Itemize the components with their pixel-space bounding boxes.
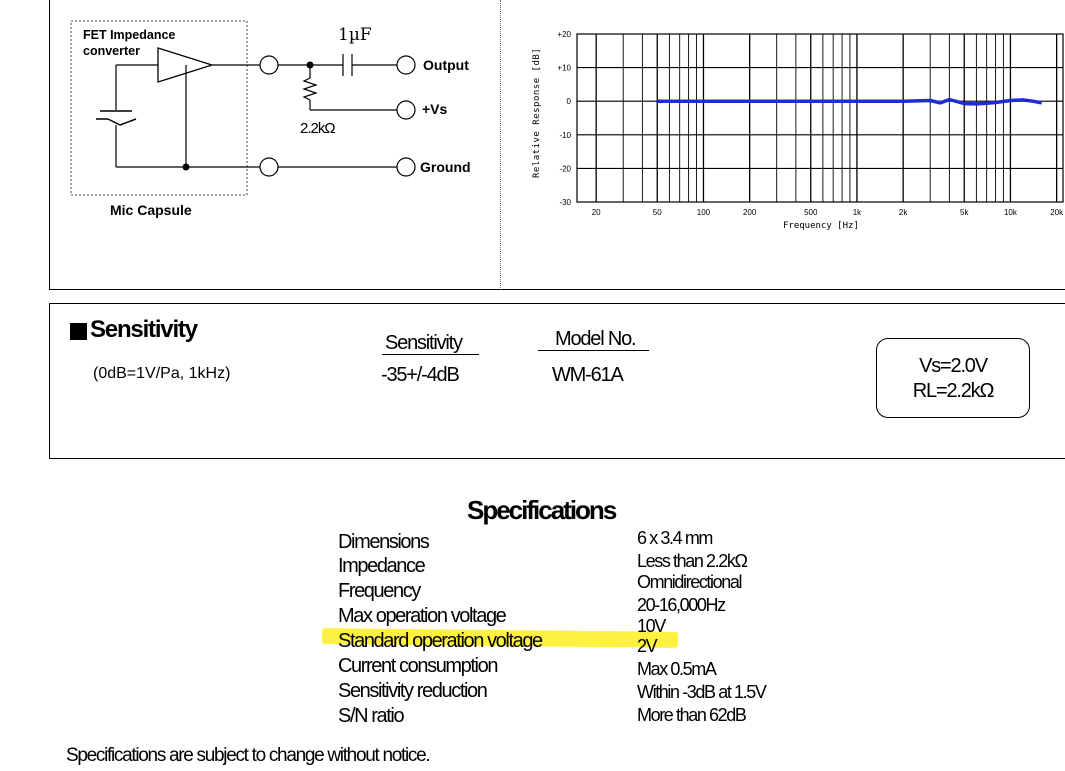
sensitivity-condition: (0dB=1V/Pa, 1kHz) [93,365,231,382]
x-tick-label: 100 [696,208,711,217]
spec-value: 2V [637,636,657,656]
resistor-symbol [304,78,316,100]
x-tick-label: 200 [742,208,757,217]
model-col-header: Model No. [555,328,636,350]
x-tick-label: 50 [652,208,662,217]
resistor-label: 2.2kΩ [300,120,335,137]
sensitivity-bullet [70,323,87,340]
x-tick-label: 500 [804,208,818,217]
y-tick-label: -30 [559,198,571,207]
spec-label: Dimensions [338,531,429,553]
chart-grid [577,34,1063,202]
capsule-label: Mic Capsule [110,202,192,218]
spec-label: Impedance [338,555,425,577]
x-tick-label: 20 [591,208,601,217]
terminal-capsule-out [260,56,278,74]
x-tick-label: 5k [960,208,969,217]
model-value: WM-61A [552,364,623,386]
output-label: Output [423,57,469,73]
ground-label: Ground [420,159,471,175]
terminal-output [397,56,415,74]
spec-value: 6 x 3.4 mm [637,528,713,548]
fet-label-line2: converter [83,44,140,58]
chart-xlabel: Frequency [Hz] [783,221,859,231]
spec-value: More than 62dB [637,705,746,725]
chart-frame [577,34,1063,202]
spec-value: Max 0.5mA [637,659,716,679]
specs-footnote: Specifications are subject to change without notice. [66,745,430,766]
terminal-vs [397,101,415,119]
chart-ylabel: Relative Response [dB] [532,47,542,178]
spec-value: 10V [637,616,665,636]
sensitivity-col-underline [382,354,479,355]
spec-label: S/N ratio [338,705,404,727]
capacitor-label: 1µF [338,25,372,45]
spec-value: Omnidirectional [637,572,742,592]
specs-title: Specifications [467,495,616,525]
amplifier-symbol [158,48,212,82]
x-tick-label: 1k [852,208,862,217]
spec-label: Standard operation voltage [338,630,542,652]
x-tick-label: 20k [1050,208,1064,217]
conditions-line2: RL=2.2kΩ [912,380,994,402]
vs-label: +Vs [422,101,448,117]
terminal-capsule-gnd [260,158,278,176]
fet-label-line1: FET Impedance [83,28,176,42]
panel-divider [500,0,501,290]
y-tick-label: -20 [559,164,571,174]
spec-value: Within -3dB at 1.5V [637,682,766,702]
spec-label: Current consumption [338,655,498,677]
spec-value: Less than 2.2kΩ [637,551,747,571]
model-col-underline [538,350,649,351]
conditions-line1: Vs=2.0V [919,355,987,377]
conditions-box [876,338,1030,418]
y-tick-label: +10 [557,63,571,73]
sensitivity-value: -35+/-4dB [381,364,459,386]
x-tick-label: 10k [1003,208,1017,217]
spec-label: Max operation voltage [338,605,506,627]
x-tick-label: 2k [898,208,908,217]
spec-value: 20-16,000Hz [637,595,725,615]
frequency-response-chart [525,26,1065,236]
circuit-diagram [60,10,490,230]
spec-label: Frequency [338,580,420,602]
sensitivity-title: Sensitivity [90,316,197,343]
y-tick-label: -10 [559,130,571,140]
y-tick-label: +20 [557,30,571,39]
y-tick-label: 0 [566,97,571,107]
sensitivity-col-header: Sensitivity [385,332,462,354]
spec-label: Sensitivity reduction [338,680,487,702]
terminal-ground [397,158,415,176]
